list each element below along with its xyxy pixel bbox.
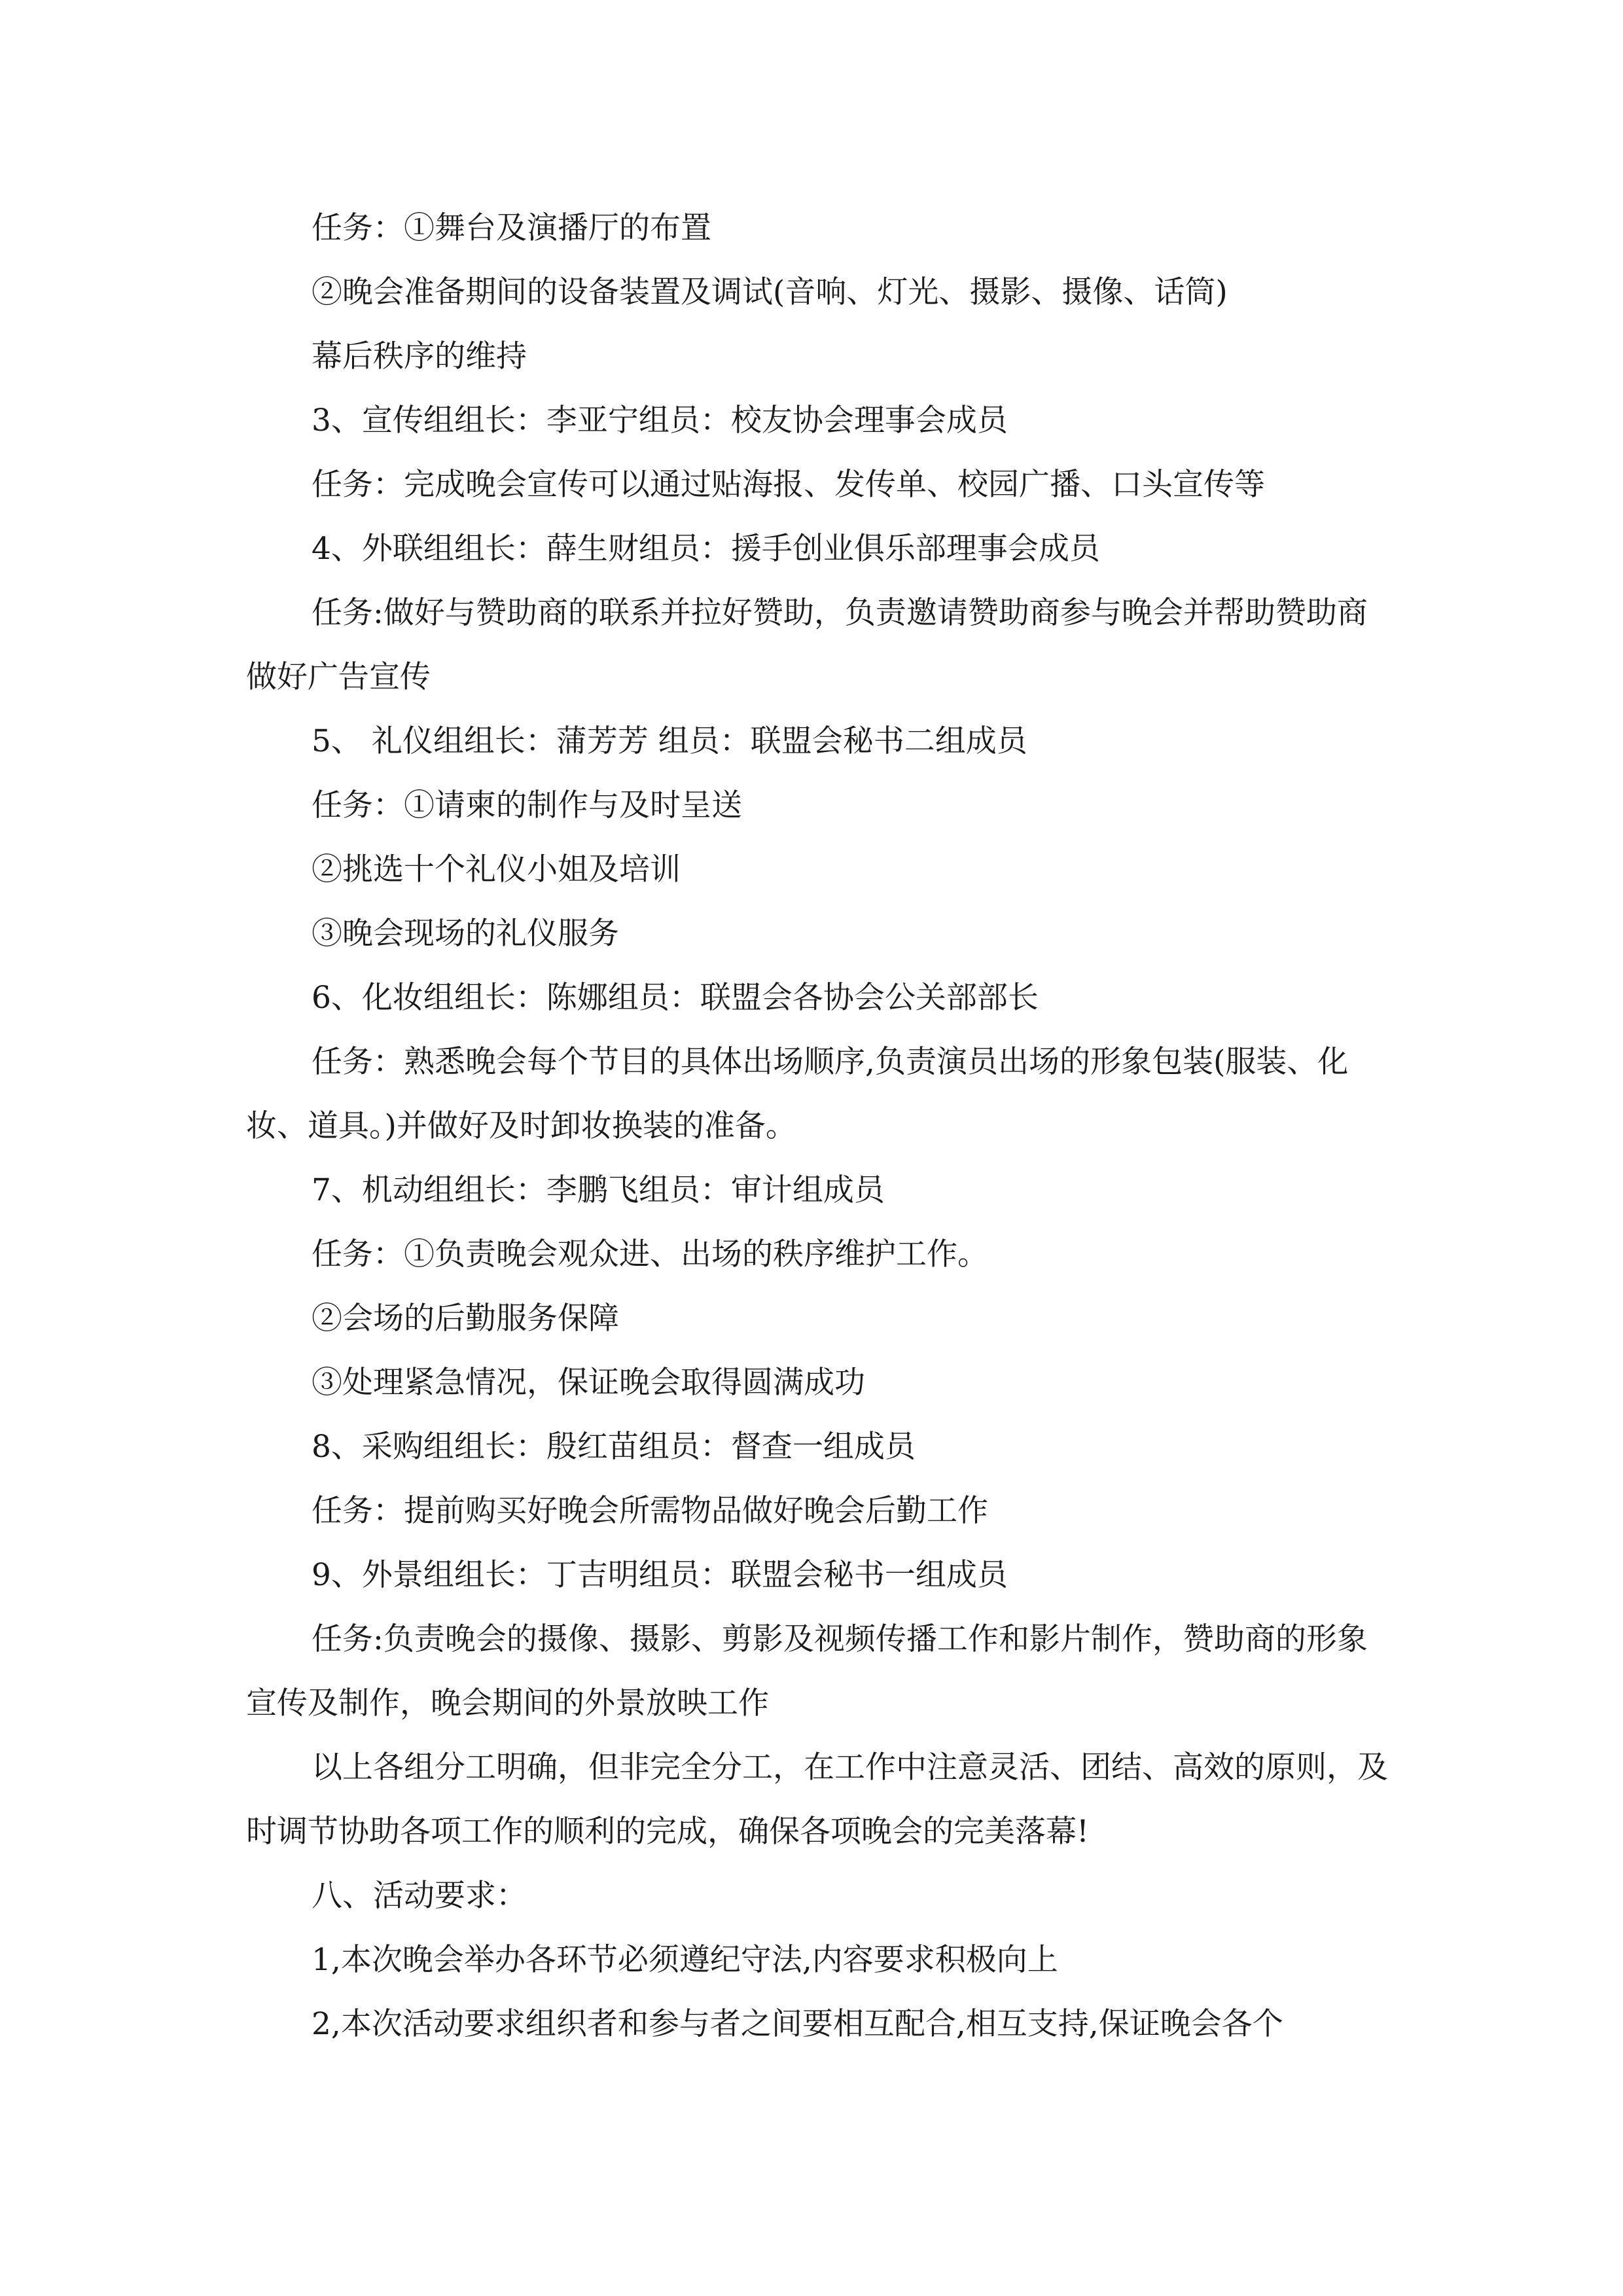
paragraph: 任务：提前购买好晚会所需物品做好晚会后勤工作 (312, 1493, 988, 1529)
paragraph: ②挑选十个礼仪小姐及培训 (312, 852, 681, 888)
paragraph: 任务：①负责晚会观众进、出场的秩序维护工作。 (312, 1236, 988, 1272)
paragraph: 1,本次晚会举办各环节必须遵纪守法,内容要求积极向上 (312, 1942, 1058, 1978)
paragraph: 7、机动组组长：李鹏飞组员：审计组成员 (312, 1172, 885, 1208)
paragraph: 任务：完成晚会宣传可以通过贴海报、发传单、校园广播、口头宣传等 (312, 467, 1265, 503)
paragraph: 任务:做好与赞助商的联系并拉好赞助，负责邀请赞助商参与晚会并帮助赞助商做好广告宣传 (246, 595, 1368, 695)
paragraph: ②会场的后勤服务保障 (312, 1300, 619, 1336)
paragraph: 幕后秩序的维持 (312, 338, 527, 374)
paragraph: 9、外景组组长：丁吉明组员：联盟会秘书一组成员 (312, 1557, 1008, 1593)
paragraph: 以上各组分工明确，但非完全分工，在工作中注意灵活、团结、高效的原则，及时调节协助各项工作的顺利的完成，确保各项晚会的完美落幕! (246, 1749, 1388, 1850)
paragraph: 6、化妆组组长：陈娜组员：联盟会各协会公关部部长 (312, 980, 1039, 1016)
paragraph: 5、 礼仪组组长：蒲芳芳 组员：联盟会秘书二组成员 (312, 723, 1027, 759)
paragraph: 任务：熟悉晚会每个节目的具体出场顺序,负责演员出场的形象包装(服装、化妆、道具。)并做好及时卸妆换装的准备。 (246, 1044, 1349, 1144)
paragraph: 2,本次活动要求组织者和参与者之间要相互配合,相互支持,保证晚会各个 (312, 2006, 1283, 2042)
paragraph: 任务：①舞台及演播厅的布置 (312, 210, 711, 246)
paragraph: 3、宣传组组长：李亚宁组员：校友协会理事会成员 (312, 403, 1008, 439)
paragraph: ②晚会准备期间的设备装置及调试(音响、灯光、摄影、摄像、话筒) (312, 274, 1228, 310)
paragraph: 任务:负责晚会的摄像、摄影、剪影及视频传播工作和影片制作，赞助商的形象宣传及制作，晚会期间的外景放映工作 (246, 1621, 1368, 1721)
paragraph: 4、外联组组长：薛生财组员：援手创业俱乐部理事会成员 (312, 531, 1100, 567)
paragraph: ③晚会现场的礼仪服务 (312, 916, 619, 952)
paragraph: 八、活动要求： (312, 1878, 527, 1914)
paragraph: ③处理紧急情况，保证晚会取得圆满成功 (312, 1365, 865, 1401)
document-body (246, 196, 1398, 2056)
paragraph: 任务：①请柬的制作与及时呈送 (312, 787, 742, 823)
paragraph: 8、采购组组长：殷红苗组员：督查一组成员 (312, 1429, 916, 1465)
